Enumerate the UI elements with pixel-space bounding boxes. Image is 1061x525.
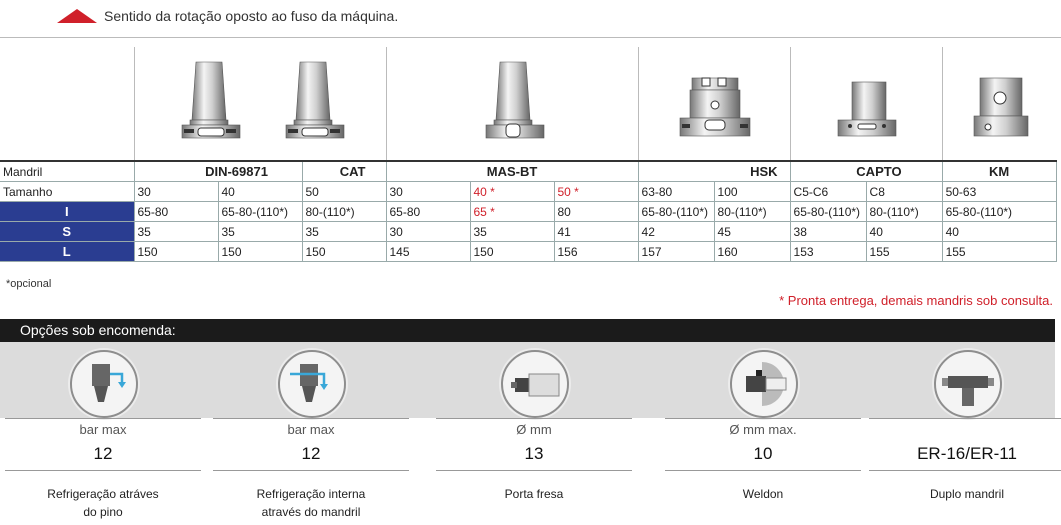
table-cell: 150 xyxy=(134,242,218,262)
table-cell: 65-80 xyxy=(134,202,218,222)
table-cell: 65-80-(110*) xyxy=(638,202,714,222)
hsk-holder-icon xyxy=(680,78,750,136)
km-holder-icon xyxy=(974,78,1028,136)
table-cell: 63-80 xyxy=(638,182,714,202)
table-cell: 42 xyxy=(638,222,714,242)
table-row xyxy=(0,242,1056,262)
option-divider xyxy=(5,418,201,419)
table-cell: 153 xyxy=(790,242,866,262)
group-hsk: HSK xyxy=(638,161,790,182)
option-mill-holder xyxy=(431,350,637,520)
table-cell: 50-63 xyxy=(942,182,1056,202)
option-divider xyxy=(5,470,201,471)
table-cell: 65-80-(110*) xyxy=(942,202,1056,222)
option-unit: Ø mm max. xyxy=(729,422,797,437)
group-capto: CAPTO xyxy=(790,161,942,182)
double-chuck-icon xyxy=(934,350,1002,418)
table-cell: 80 xyxy=(554,202,638,222)
table-cell: 50 * xyxy=(554,182,638,202)
row-label-l2: L xyxy=(0,242,134,262)
row-label-l1: I xyxy=(0,202,134,222)
table-cell: 30 xyxy=(386,222,470,242)
table-cell: 30 xyxy=(386,182,470,202)
option-description: Duplo mandril xyxy=(929,487,1005,501)
table-cell: 30 xyxy=(134,182,218,202)
option-divider xyxy=(436,470,632,471)
rotation-warning-icon xyxy=(57,9,97,23)
table-cell: 155 xyxy=(942,242,1056,262)
group-cat: CAT xyxy=(302,161,386,182)
table-cell: 80-(110*) xyxy=(866,202,942,222)
table-cell: 35 xyxy=(470,222,554,242)
option-divider xyxy=(213,470,409,471)
ready-stock-footnote: * Pronta entrega, demais mandris sob consulta. xyxy=(779,293,1053,308)
table-cell: 150 xyxy=(302,242,386,262)
optional-footnote: *opcional xyxy=(6,278,52,290)
option-weldon xyxy=(660,350,866,520)
table-cell: 80-(110*) xyxy=(714,202,790,222)
spec-table xyxy=(0,160,1057,262)
option-double-chuck xyxy=(864,350,1061,520)
table-cell: 40 xyxy=(866,222,942,242)
table-cell: 100 xyxy=(714,182,790,202)
option-divider xyxy=(869,418,1061,419)
column-divider xyxy=(386,47,387,160)
option-coolant-pin xyxy=(0,350,206,520)
row-label-s: S xyxy=(0,222,134,242)
table-cell: 150 xyxy=(470,242,554,262)
group-din: DIN-69871 xyxy=(134,161,302,182)
table-cell: C5-C6 xyxy=(790,182,866,202)
table-cell: 40 xyxy=(942,222,1056,242)
option-description: Refrigeração interna através do mandril xyxy=(256,487,366,519)
option-value: 12 xyxy=(93,444,113,463)
option-value: ER-16/ER-11 xyxy=(917,444,1017,463)
table-cell: C8 xyxy=(866,182,942,202)
table-cell: 150 xyxy=(218,242,302,262)
coolant-internal-icon xyxy=(278,350,346,418)
coolant-pin-icon xyxy=(70,350,138,418)
mas-bt-holder-icon xyxy=(486,62,544,138)
table-cell: 65-80 xyxy=(386,202,470,222)
option-unit: Ø mm xyxy=(516,422,552,437)
table-row xyxy=(0,182,1056,202)
option-value: 12 xyxy=(301,444,321,463)
column-divider xyxy=(942,47,943,160)
table-cell: 155 xyxy=(866,242,942,262)
top-divider xyxy=(0,37,1061,38)
table-cell: 41 xyxy=(554,222,638,242)
column-divider xyxy=(638,47,639,160)
table-cell: 35 xyxy=(302,222,386,242)
tool-holders-illustration xyxy=(0,40,1061,162)
table-cell: 65 * xyxy=(470,202,554,222)
option-value: 10 xyxy=(753,444,773,463)
table-cell: 45 xyxy=(714,222,790,242)
table-row xyxy=(0,222,1056,242)
table-cell: 50 xyxy=(302,182,386,202)
option-divider xyxy=(869,470,1061,471)
option-description: Porta fresa xyxy=(504,487,564,501)
mandril-label: Mandril xyxy=(0,161,134,182)
column-divider xyxy=(134,47,135,160)
option-divider xyxy=(436,418,632,419)
group-mas-bt: MAS-BT xyxy=(386,161,638,182)
option-value: 13 xyxy=(524,444,544,463)
table-row xyxy=(0,202,1056,222)
table-cell: 156 xyxy=(554,242,638,262)
table-cell: 35 xyxy=(218,222,302,242)
din-69871-holder-icon xyxy=(182,62,240,138)
table-cell: 40 * xyxy=(470,182,554,202)
option-unit: bar max xyxy=(287,422,335,437)
options-title: Opções sob encomenda: xyxy=(20,322,176,338)
option-divider xyxy=(213,418,409,419)
table-cell: 35 xyxy=(134,222,218,242)
table-cell: 80-(110*) xyxy=(302,202,386,222)
weldon-icon xyxy=(730,350,798,418)
cat-holder-icon xyxy=(286,62,344,138)
option-coolant-internal xyxy=(208,350,414,520)
group-km: KM xyxy=(942,161,1056,182)
table-cell: 40 xyxy=(218,182,302,202)
column-divider xyxy=(790,47,791,160)
table-cell: 38 xyxy=(790,222,866,242)
table-cell: 160 xyxy=(714,242,790,262)
table-cell: 145 xyxy=(386,242,470,262)
table-header-row xyxy=(0,161,1056,182)
mill-holder-icon xyxy=(501,350,569,418)
capto-holder-icon xyxy=(838,82,896,136)
option-unit: bar max xyxy=(79,422,127,437)
options-title-bar xyxy=(0,319,1055,342)
option-divider xyxy=(665,418,861,419)
table-cell: 65-80-(110*) xyxy=(218,202,302,222)
row-label: Tamanho xyxy=(0,182,134,202)
table-cell: 65-80-(110*) xyxy=(790,202,866,222)
table-cell: 157 xyxy=(638,242,714,262)
option-description: Weldon xyxy=(742,487,784,501)
option-description: Refrigeração atráves do pino xyxy=(47,487,159,519)
rotation-note: Sentido da rotação oposto ao fuso da máquina. xyxy=(104,8,399,24)
option-divider xyxy=(665,470,861,471)
